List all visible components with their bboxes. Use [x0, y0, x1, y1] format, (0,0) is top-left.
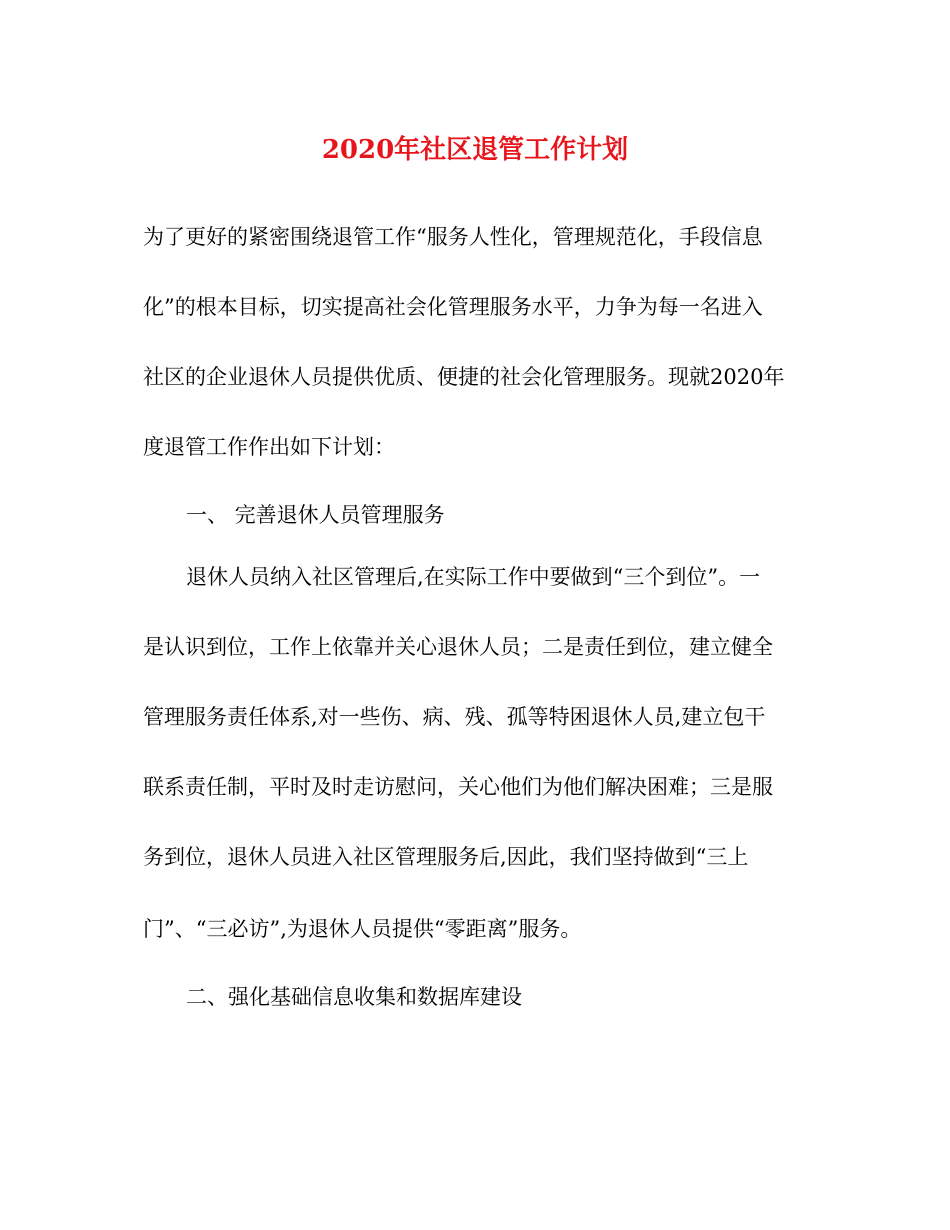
paragraph-line: 化”的根本目标，切实提高社会化管理服务水平，力争为每一名进入 [143, 295, 763, 319]
paragraph-line: 是认识到位，工作上依靠并关心退休人员；二是责任到位，建立健全 [143, 635, 773, 659]
paragraph-line: 务到位，退休人员进入社区管理服务后,因此，我们坚持做到“三上 [143, 845, 749, 869]
paragraph-line: 为了更好的紧密围绕退管工作“服务人性化，管理规范化，手段信息 [143, 225, 763, 249]
paragraph-line: 联系责任制，平时及时走访慰问，关心他们为他们解决困难；三是服 [143, 775, 773, 799]
paragraph-line: 退休人员纳入社区管理后,在实际工作中要做到“三个到位”。一 [186, 565, 761, 589]
document-title: 2020年社区退管工作计划 [321, 135, 629, 165]
paragraph-line: 社区的企业退休人员提供优质、便捷的社会化管理服务。现就2020年 [143, 365, 785, 389]
paragraph-line: 度退管工作作出如下计划： [143, 435, 395, 459]
paragraph-line: 管理服务责任体系,对一些伤、病、残、孤等特困退休人员,建立包干 [143, 705, 766, 729]
paragraph-line: 门”、“三必访”,为退休人员提供“零距离”服务。 [143, 917, 582, 941]
section-heading: 二、强化基础信息收集和数据库建设 [186, 985, 522, 1009]
section-heading: 一、 完善退休人员管理服务 [186, 503, 445, 527]
